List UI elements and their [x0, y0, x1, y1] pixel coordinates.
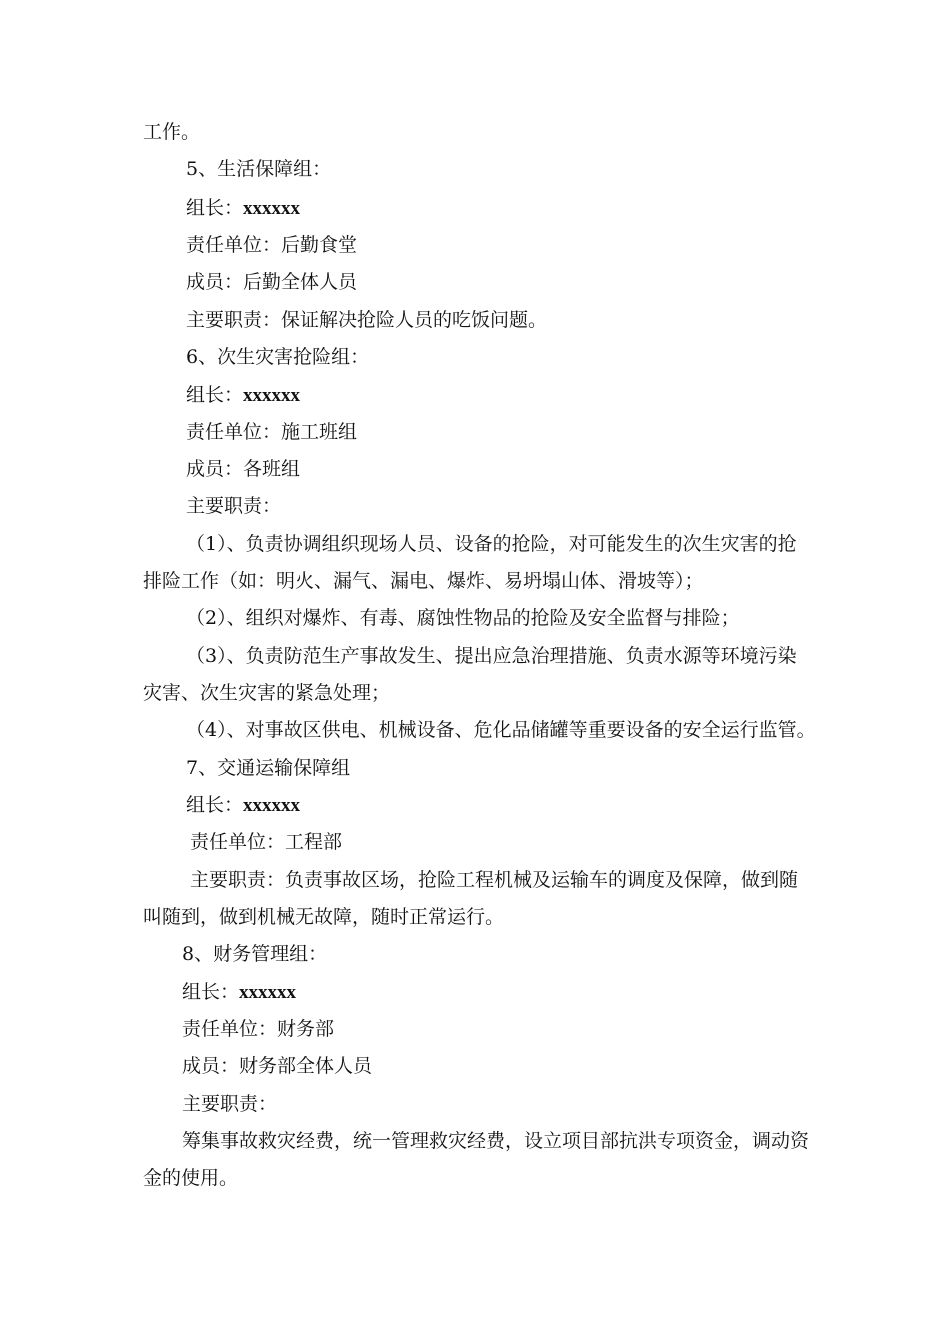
- leader-label: 组长：: [182, 981, 240, 1003]
- text-line: 成员：各班组: [186, 458, 301, 480]
- text-line: 主要职责：: [186, 495, 282, 517]
- text-line: 责任单位：施工班组: [186, 421, 358, 443]
- text-line: 责任单位：工程部: [190, 831, 343, 853]
- text-line: （4）、对事故区供电、机械设备、危化品储罐等重要设备的安全运行监管。: [186, 719, 816, 741]
- section-heading: 6、次生灾害抢险组：: [186, 346, 370, 368]
- leader-line: [182, 980, 296, 1005]
- text-line: （3）、负责防范生产事故发生、提出应急治理措施、负责水源等环境污染: [186, 645, 797, 667]
- text-line: 工作。: [143, 121, 201, 143]
- text-line: 叫随到，做到机械无故障，随时正常运行。: [143, 906, 505, 928]
- leader-line: [186, 196, 300, 221]
- text-line: （2）、组织对爆炸、有毒、腐蚀性物品的抢险及安全监督与排险；: [186, 607, 740, 629]
- text-line: 成员：后勤全体人员: [186, 271, 358, 293]
- leader-line: [186, 383, 300, 408]
- text-line: 排险工作（如：明火、漏气、漏电、爆炸、易坍塌山体、滑坡等）；: [143, 570, 704, 592]
- leader-name: xxxxxx: [243, 385, 301, 406]
- leader-label: 组长：: [186, 794, 244, 816]
- text-line: 成员：财务部全体人员: [182, 1055, 373, 1077]
- text-line: 主要职责：保证解决抢险人员的吃饭问题。: [186, 309, 548, 331]
- leader-name: xxxxxx: [239, 982, 297, 1003]
- section-heading: 8、财务管理组：: [182, 943, 328, 965]
- text-line: 主要职责：负责事故区场，抢险工程机械及运输车的调度及保障，做到随: [190, 869, 799, 891]
- leader-name: xxxxxx: [243, 795, 301, 816]
- text-line: （1）、负责协调组织现场人员、设备的抢险，对可能发生的次生灾害的抢: [186, 533, 797, 555]
- leader-label: 组长：: [186, 197, 244, 219]
- leader-line: [186, 793, 300, 818]
- section-heading: 5、生活保障组：: [186, 158, 332, 180]
- text-line: 主要职责：: [182, 1093, 278, 1115]
- section-heading: 7、交通运输保障组: [186, 757, 351, 779]
- text-line: 责任单位：财务部: [182, 1018, 335, 1040]
- leader-label: 组长：: [186, 384, 244, 406]
- text-line: 灾害、次生灾害的紧急处理；: [143, 682, 391, 704]
- text-line: 金的使用。: [143, 1167, 239, 1189]
- text-line: 责任单位：后勤食堂: [186, 234, 358, 256]
- leader-name: xxxxxx: [243, 198, 301, 219]
- text-line: 筹集事故救灾经费，统一管理救灾经费，设立项目部抗洪专项资金，调动资: [182, 1130, 810, 1152]
